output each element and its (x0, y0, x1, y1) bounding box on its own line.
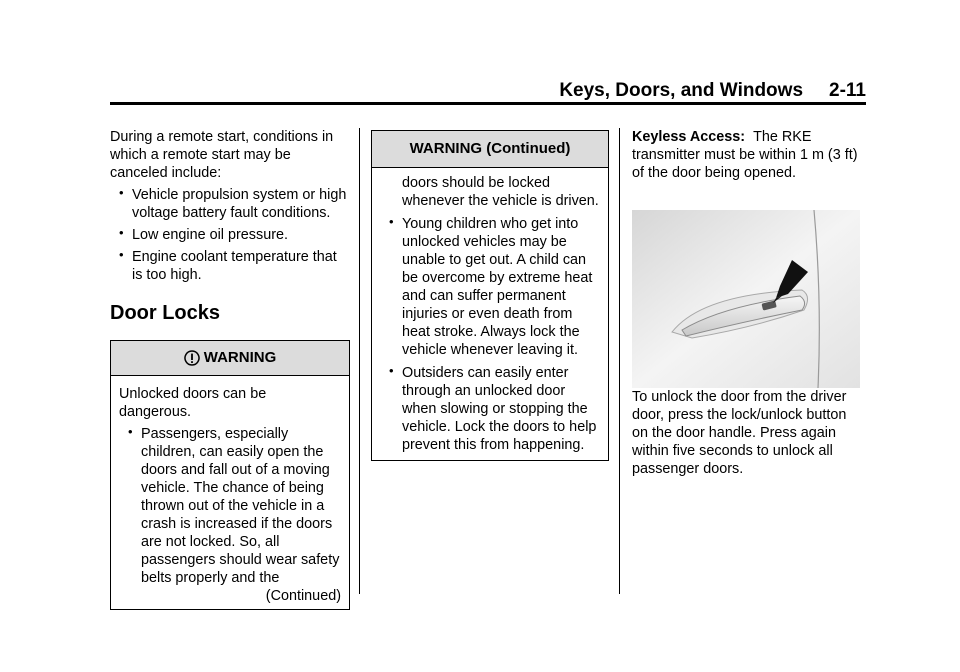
bullet-icon: • (119, 247, 124, 262)
column-middle (371, 128, 609, 461)
bullet-icon: • (389, 214, 394, 229)
warning-title: WARNING (203, 349, 277, 366)
list-item: • Vehicle propulsion system or high voltage battery fault conditions. (119, 185, 347, 221)
unlock-instructions: To unlock the door from the driver door, press the lock/unlock button on the door handle. Press again within five seconds to unlock all passenger doors. (632, 389, 847, 477)
door-locks-heading: Door Locks (110, 302, 221, 324)
warning-text: doors should be locked whenever the vehicle is driven. (402, 175, 599, 209)
list-item: • Passengers, especially children, can easily open the doors and fall out of a moving vehicle. The chance of being thrown out of the vehicle in a crash is increased if the doors are not locked. So, all passengers should wear safety belts properly and the (128, 424, 340, 586)
warning-continued-box (371, 130, 609, 461)
column-divider (619, 128, 620, 594)
column-divider (359, 128, 360, 594)
bullet-icon: • (119, 225, 124, 240)
bullet-icon: • (389, 363, 394, 378)
section-title: Keys, Doors, and Windows (559, 80, 804, 101)
continued-label: (Continued) (265, 588, 341, 604)
warning-icon (184, 350, 200, 366)
bullet-icon: • (119, 185, 124, 200)
list-item: • Low engine oil pressure. (119, 225, 288, 243)
page-header (110, 80, 866, 102)
warning-text: Unlocked doors can be dangerous. (119, 386, 267, 420)
warning-title: WARNING (Continued) (409, 140, 571, 157)
warning-header (372, 131, 608, 168)
list-item: • Outsiders can easily enter through an unlocked door when slowing or stopping the vehicle. Lock the doors to help prevent this from happening. (389, 363, 597, 453)
header-rule (110, 102, 866, 105)
door-handle-photo (632, 210, 860, 388)
list-item: • Young children who get into unlocked vehicles may be unable to get out. A child can be overcome by extreme heat and can suffer permanent injuries or even death from heat stroke. Always lock the vehicle whenever leaving it. (389, 214, 593, 358)
warning-box (110, 340, 350, 610)
warning-body (111, 376, 349, 609)
warning-header (111, 341, 349, 376)
keyless-access-paragraph (632, 128, 866, 182)
column-right (632, 128, 866, 478)
keyless-access-text: The RKE transmitter must be within 1 m (3 ft) of the door being opened. (632, 129, 858, 181)
list-item: • Engine coolant temperature that is too high. (119, 247, 337, 283)
remote-start-intro: During a remote start, conditions in which a remote start may be canceled include: (110, 129, 334, 181)
bullet-icon: • (128, 424, 133, 439)
page-number: 2-11 (829, 80, 866, 101)
column-left (110, 128, 350, 610)
keyless-access-label: Keyless Access: (632, 129, 746, 145)
warning-body (372, 168, 608, 460)
